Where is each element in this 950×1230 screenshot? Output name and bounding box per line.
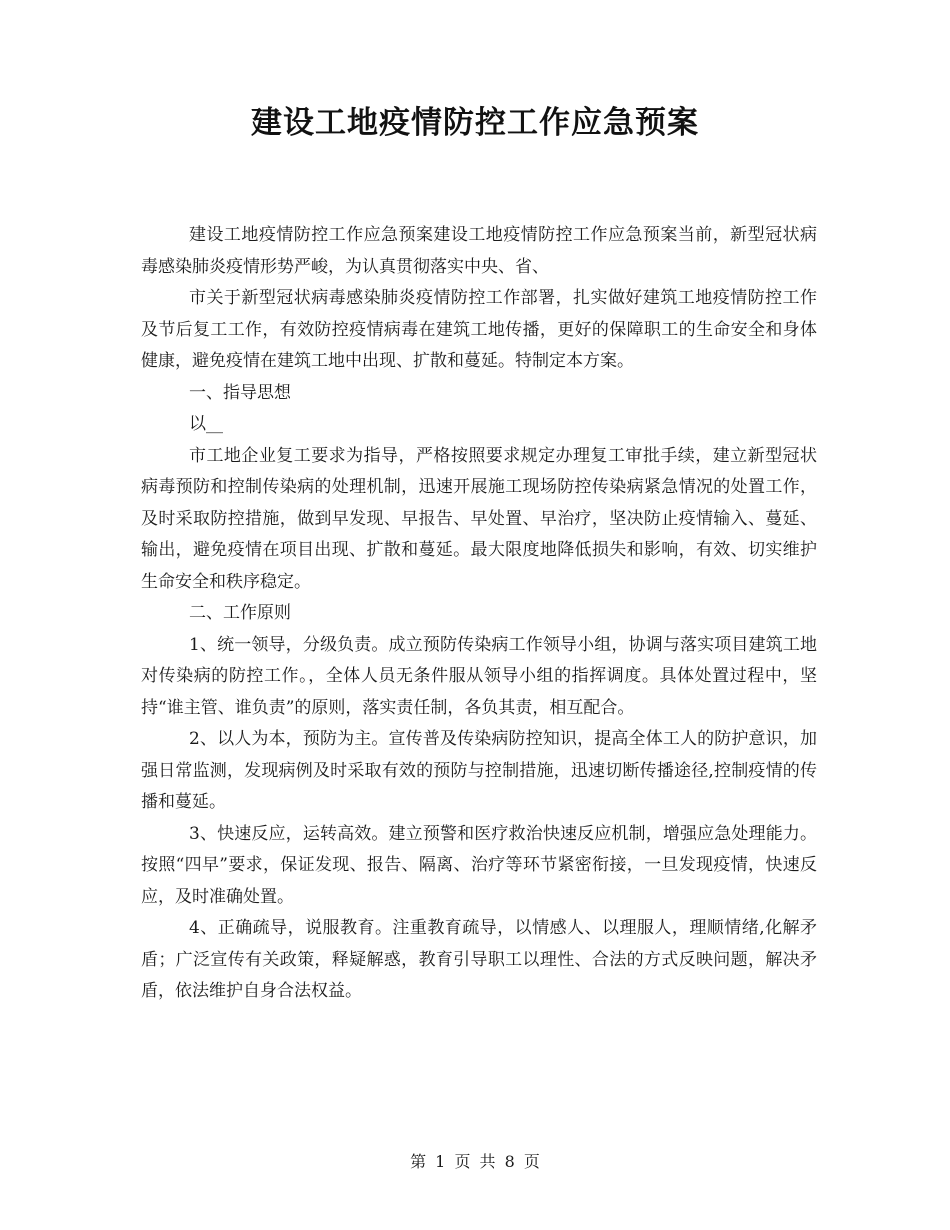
document-title: 建设工地疫情防控工作应急预案 [251,105,699,141]
paragraph-intro: 建设工地疫情防控工作应急预案建设工地疫情防控工作应急预案当前，新型冠状病毒感染肺炎疫情形势严峻，为认真贯彻落实中央、省、 [141,225,817,277]
paragraph-principle-4: 4、正确疏导，说服教育。注重教育疏导，以情感人、以理服人，理顺情绪,化解矛盾；广泛宣传有关政策，释疑解惑，教育引导职工以理性、合法的方式反映问题，解决矛盾，依法维护自身合法权益。 [141,918,817,1001]
section-heading-work-principles: 二、工作原则 [189,603,291,623]
page-number-footer: 第 1 页 共 8 页 [410,1152,540,1171]
paragraph-principle-2: 2、以人为本，预防为主。宣传普及传染病防控知识，提高全体工人的防护意识，加强日常监测，发现病例及时采取有效的预防与控制措施，迅速切断传播途径,控制疫情的传播和蔓延。 [141,729,817,812]
document-body [141,220,817,1008]
paragraph-background: 市关于新型冠状病毒感染肺炎疫情防控工作部署，扎实做好建筑工地疫情防控工作及节后复工工作，有效防控疫情病毒在建筑工地传播，更好的保障职工的生命安全和身体健康，避免疫情在建筑工地中出现、扩散和蔓延。特制定本方案。 [141,288,817,371]
section-heading-guiding-ideology: 一、指导思想 [189,382,291,403]
paragraph-principle-3: 3、快速反应，运转高效。建立预警和医疗救治快速反应机制，增强应急处理能力。按照“四早”要求，保证发现、报告、隔离、治疗等环节紧密衔接，一旦发现疫情，快速反应，及时准确处置。 [141,823,817,907]
paragraph-principle-1: 1、统一领导，分级负责。成立预防传染病工作领导小组，协调与落实项目建筑工地对传染病的防控工作。，全体人员无条件服从领导小组的指挥调度。具体处置过程中，坚持“谁主管、谁负责”的原则，落实责任制，各负其责，相互配合。 [141,634,817,718]
paragraph-guiding-ideology: 市工地企业复工要求为指导，严格按照要求规定办理复工审批手续，建立新型冠状病毒预防和控制传染病的处理机制，迅速开展施工现场防控传染病紧急情况的处置工作，及时采取防控措施，做到早发现、早报告、早处置、早治疗，坚决防止疫情输入、蔓延、输出，避免疫情在项目出现、扩散和蔓延。最大限度地降低损失和影响，有效、切实维护生命安全和秩序稳定。 [141,445,817,592]
paragraph-fragment: 以__ [189,414,223,434]
